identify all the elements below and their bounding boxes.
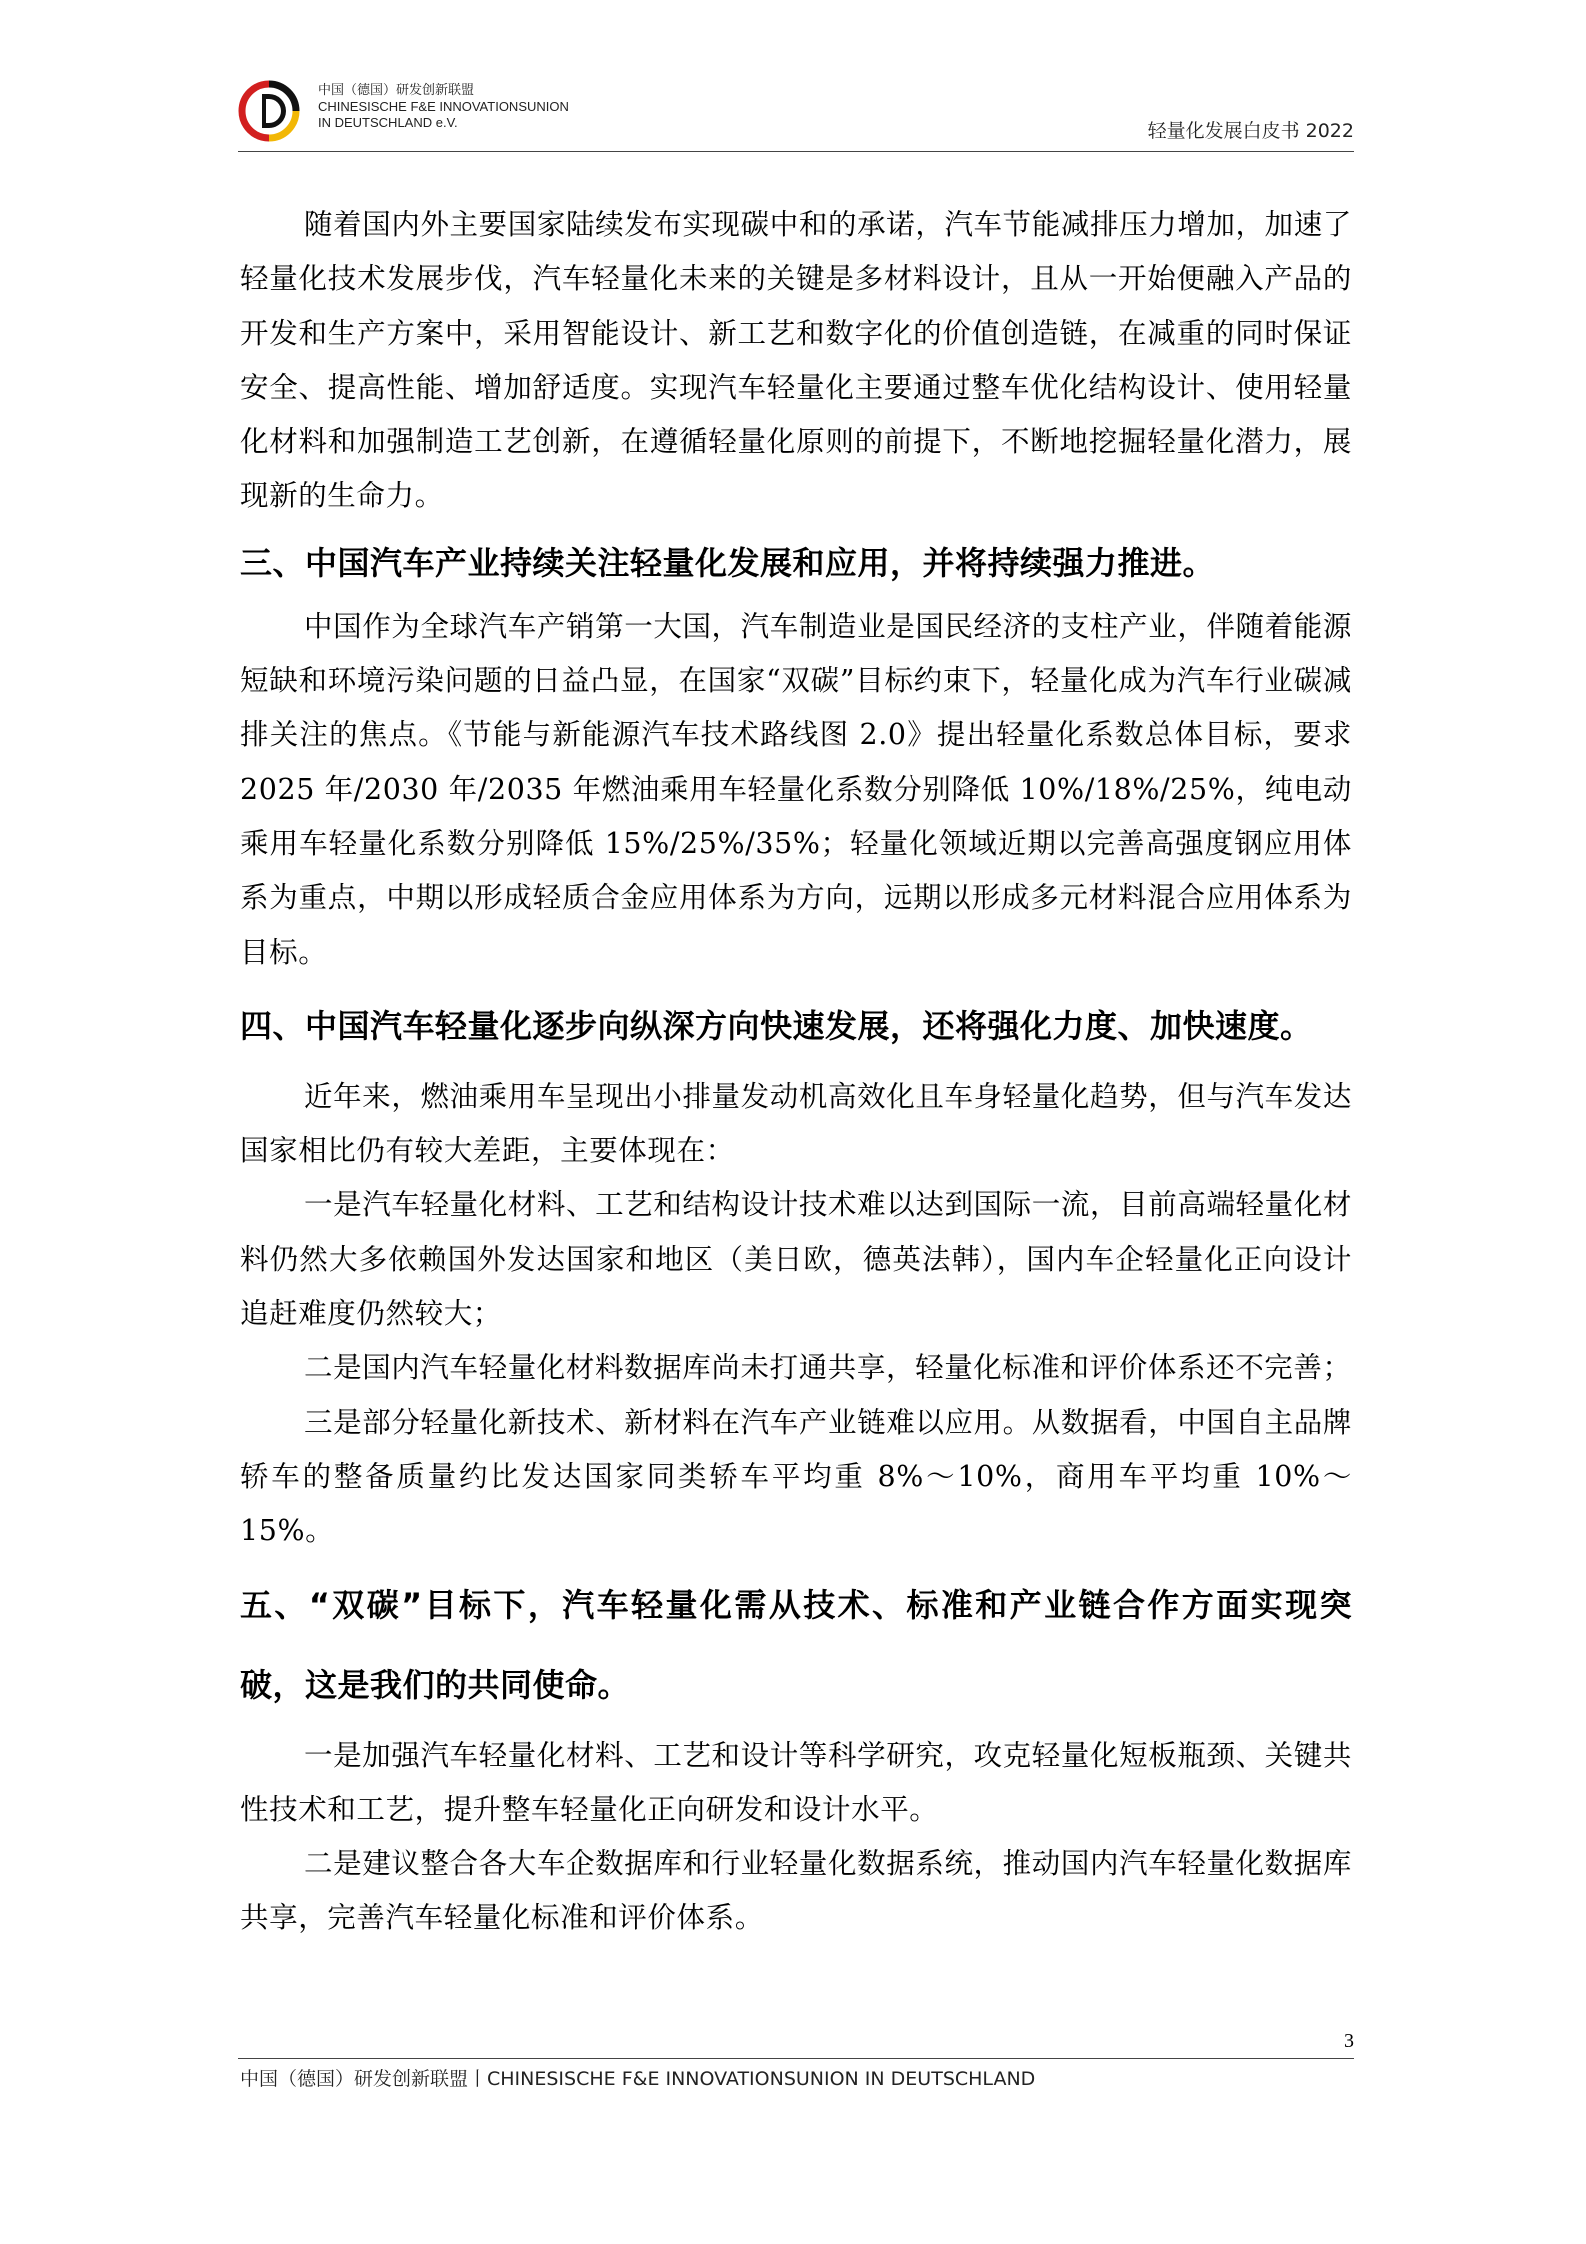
paragraph: 一是加强汽车轻量化材料、工艺和设计等科学研究，攻克轻量化短板瓶颈、关键共性技术和工艺，提升整车轻量化正向研发和设计水平。 [240,1738,1352,1826]
footer-divider [238,2058,1354,2059]
org-name-german-2: IN DEUTSCHLAND e.V. [318,115,458,130]
footer-organization: 中国（德国）研发创新联盟丨CHINESISCHE F&E INNOVATIONSUNION IN DEUTSCHLAND [240,2068,1036,2090]
main-content [240,198,1352,1946]
header-divider [238,151,1354,152]
organization-name [318,82,569,132]
paragraph: 二是国内汽车轻量化材料数据库尚未打通共享，轻量化标准和评价体系还不完善； [304,1351,1352,1385]
paragraph: 中国作为全球汽车产销第一大国，汽车制造业是国民经济的支柱产业，伴随着能源短缺和环境污染问题的日益凸显，在国家“双碳”目标约束下，轻量化成为汽车行业碳减排关注的焦点。《节能与新能源汽车技术路线图 2.0》提出轻量化系数总体目标，要求 2025 年/2030 年/2035 年燃油乘用车轻量化系数分别降低 10%/18%/25%，纯电动乘用车轻量化系数分别降低 15%/25%/35%；轻量化领域近期以完善高强度钢应用体系为重点，中期以形成轻质合金应用体系为方向，远期以形成多元材料混合应用体系为目标。 [240,609,1352,969]
document-title: 轻量化发展白皮书 2022 [1147,120,1354,142]
paragraph: 随着国内外主要国家陆续发布实现碳中和的承诺，汽车节能减排压力增加，加速了轻量化技术发展步伐，汽车轻量化未来的关键是多材料设计，且从一开始便融入产品的开发和生产方案中，采用智能设计、新工艺和数字化的价值创造链，在减重的同时保证安全、提高性能、增加舒适度。实现汽车轻量化主要通过整车优化结构设计、使用轻量化材料和加强制造工艺创新，在遵循轻量化原则的前提下，不断地挖掘轻量化潜力，展现新的生命力。 [240,208,1352,513]
section-heading-3: 三、中国汽车产业持续关注轻量化发展和应用，并将持续强力推进。 [240,543,1216,582]
page-number: 3 [1344,2030,1354,2052]
paragraph: 一是汽车轻量化材料、工艺和结构设计技术难以达到国际一流，目前高端轻量化材料仍然大多依赖国外发达国家和地区（美日欧，德英法韩），国内车企轻量化正向设计追赶难度仍然较大； [240,1188,1352,1331]
section-heading-5: 五、“双碳”目标下，汽车轻量化需从技术、标准和产业链合作方面实现突破，这是我们的共同使命。 [240,1585,1352,1704]
paragraph: 二是建议整合各大车企数据库和行业轻量化数据系统，推动国内汽车轻量化数据库共享，完善汽车轻量化标准和评价体系。 [240,1847,1352,1935]
circle-d-logo-icon [238,80,300,142]
page-header [238,72,1354,150]
paragraph: 三是部分轻量化新技术、新材料在汽车产业链难以应用。从数据看，中国自主品牌轿车的整备质量约比发达国家同类轿车平均重 8%～10%，商用车平均重 10%～15%。 [240,1405,1352,1548]
section-heading-4: 四、中国汽车轻量化逐步向纵深方向快速发展，还将强化力度、加快速度。 [240,1006,1313,1045]
paragraph: 近年来，燃油乘用车呈现出小排量发动机高效化且车身轻量化趋势，但与汽车发达国家相比仍有较大差距，主要体现在： [240,1079,1352,1168]
org-name-german-1: CHINESISCHE F&E INNOVATIONSUNION [318,98,569,114]
org-name-chinese: 中国（德国）研发创新联盟 [318,82,475,97]
